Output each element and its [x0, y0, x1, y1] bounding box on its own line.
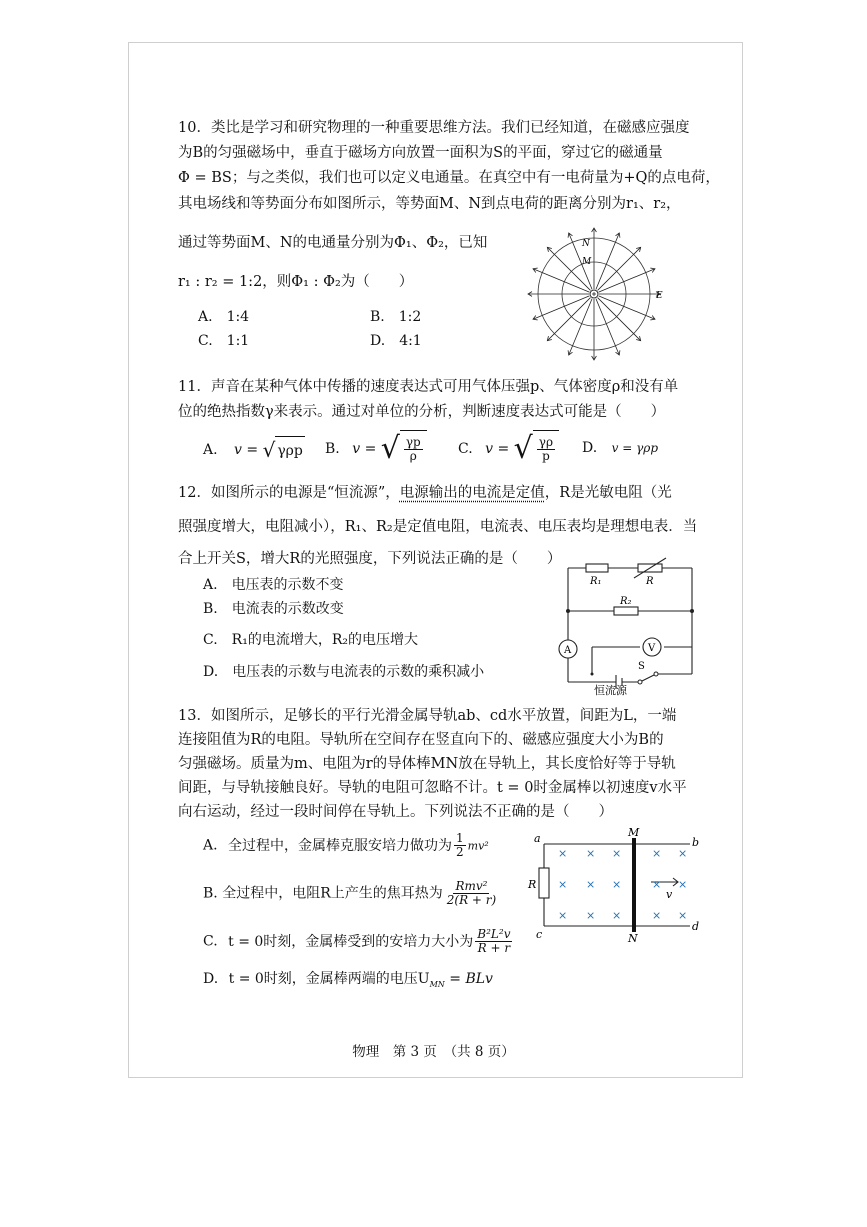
svg-text:恒流源: 恒流源 — [594, 684, 627, 697]
field-cross-mark: × — [612, 909, 622, 922]
field-cross-mark: × — [586, 909, 596, 922]
q11-line1: 11．声音在某种气体中传播的速度表达式可用气体压强p、气体密度ρ和没有单 — [178, 379, 679, 395]
sqrt-symbol: √ $\frac{\gamma p}{\rho}$ — [381, 430, 427, 468]
q10-line1: 10．类比是学习和研究物理的一种重要思维方法。我们已经知道，在磁感应强度 — [178, 120, 690, 136]
field-cross-mark: × — [558, 909, 568, 922]
svg-text:M: M — [628, 826, 640, 839]
q12-line1: 12．如图所示的电源是“恒流源”，电源输出的电流是定值，R是光敏电阻（光 — [178, 485, 672, 501]
q12-option-c[interactable]: C. R₁的电流增大，R₂的电压增大 — [203, 632, 418, 648]
q13-line3: 匀强磁场。质量为m、电阻为r的导体棒MN放在导轨上，其长度恰好等于导轨 — [178, 756, 676, 772]
svg-text:V: V — [648, 643, 656, 654]
field-cross-mark: × — [558, 878, 568, 891]
q10-field-figure — [520, 234, 670, 354]
q11-option-a[interactable]: A. v = √ γρp — [203, 438, 303, 462]
q11-option-c[interactable]: C. v = √ $\frac{\gamma\rho}{p}$ — [458, 430, 559, 468]
q11-option-b[interactable]: B. v = √ $\frac{\gamma p}{\rho}$ — [325, 430, 427, 468]
field-cross-mark: × — [586, 878, 596, 891]
field-cross-mark: × — [612, 847, 622, 860]
q12-option-a[interactable]: A. 电压表的示数不变 — [203, 577, 344, 593]
field-cross-mark: × — [678, 909, 688, 922]
q10-option-d[interactable]: D. 4:1 — [370, 333, 422, 349]
q10-line5: 通过等势面M、N的电通量分别为Φ₁、Φ₂，已知 — [178, 235, 488, 251]
field-cross-mark: × — [652, 878, 662, 891]
q12-line3: 合上开关S，增大R的光照强度，下列说法正确的是（ ） — [178, 551, 562, 567]
q13-option-c[interactable]: C. t = 0时刻，金属棒受到的安培力大小为 $\frac{\text{B²L²v}}{R + r}$ — [203, 927, 511, 955]
svg-text:R: R — [646, 576, 654, 587]
field-cross-mark: × — [612, 878, 622, 891]
q10-option-a[interactable]: A. 1:4 — [198, 309, 250, 325]
svg-text:A: A — [564, 645, 572, 656]
q13-option-b[interactable]: B. 全过程中，电阻R上产生的焦耳热为 $\frac{\text{Rmv²}}{2(R + r)}$ — [203, 879, 497, 907]
q12-circuit-figure — [556, 556, 706, 696]
field-cross-mark: × — [678, 847, 688, 860]
sqrt-symbol: √ $\frac{\gamma\rho}{p}$ — [514, 430, 559, 468]
q11-line2: 位的绝热指数γ来表示。通过对单位的分析，判断速度表达式可能是（ ） — [178, 404, 666, 420]
q10-line4: 其电场线和等势面分布如图所示，等势面M、N到点电荷的距离分别为r₁、r₂， — [178, 196, 681, 212]
q10-option-c[interactable]: C. 1:1 — [198, 333, 250, 349]
page-footer: 物理 第 3 页 （共 8 页） — [352, 1044, 515, 1060]
q11-option-d[interactable]: D. v = γρp — [582, 440, 659, 456]
q13-line4: 间距，与导轨接触良好。导轨的电阻可忽略不计。t = 0时金属棒以初速度v水平 — [178, 780, 687, 796]
svg-text:a: a — [534, 832, 541, 845]
q10-option-b[interactable]: B. 1:2 — [370, 309, 422, 325]
svg-text:b: b — [692, 836, 700, 849]
svg-text:N: N — [628, 932, 638, 945]
field-cross-mark: × — [586, 847, 596, 860]
q12-option-d[interactable]: D. 电压表的示数与电流表的示数的乘积减小 — [203, 664, 485, 680]
q13-option-d[interactable]: D. t = 0时刻，金属棒两端的电压$U_{MN}$ = BLv — [203, 971, 493, 989]
field-cross-mark: × — [558, 847, 568, 860]
resistor-r — [539, 868, 549, 898]
label-e: E — [656, 291, 663, 301]
q13-line2: 连接阻值为R的电阻。导轨所在空间存在竖直向下的、磁感应强度大小为B的 — [178, 732, 664, 748]
switch-s — [640, 674, 656, 682]
q12-option-b[interactable]: B. 电流表的示数改变 — [203, 601, 344, 617]
field-cross-mark: × — [678, 878, 688, 891]
q10-line2: 为B的匀强磁场中，垂直于磁场方向放置一面积为S的平面，穿过它的磁通量 — [178, 145, 663, 161]
q13-line1: 13．如图所示，足够长的平行光滑金属导轨ab、cd水平放置，间距为L，一端 — [178, 708, 677, 724]
label-m: M — [582, 257, 592, 267]
svg-text:v: v — [666, 888, 673, 901]
q13-option-a[interactable]: A. 全过程中，金属棒克服安培力做功为 $\frac{1}{2}$ mv² — [203, 831, 489, 859]
field-cross-mark: × — [652, 847, 662, 860]
svg-text:R₁: R₁ — [590, 576, 602, 587]
svg-text:d: d — [692, 920, 700, 933]
svg-text:R: R — [528, 878, 537, 891]
q13-line5: 向右运动，经过一段时间停在导轨上。下列说法不正确的是（ ） — [178, 804, 613, 820]
sqrt-symbol: √ γρp — [262, 438, 303, 462]
svg-text:S: S — [638, 661, 645, 672]
q10-line6: r₁ : r₂ = 1:2，则Φ₁ : Φ₂为（ ） — [178, 274, 414, 290]
field-cross-mark: × — [652, 909, 662, 922]
q13-rail-figure — [528, 826, 708, 944]
svg-text:c: c — [536, 928, 543, 941]
resistor-r2 — [614, 607, 638, 615]
svg-text:R₂: R₂ — [620, 596, 632, 607]
q12-line2: 照强度增大，电阻减小），R₁、R₂是定值电阻，电流表、电压表均是理想电表．当 — [178, 519, 698, 535]
resistor-r1 — [586, 564, 608, 572]
q10-line3: Φ = BS；与之类似，我们也可以定义电通量。在真空中有一电荷量为+Q的点电荷， — [178, 170, 720, 186]
label-n: N — [582, 239, 590, 249]
